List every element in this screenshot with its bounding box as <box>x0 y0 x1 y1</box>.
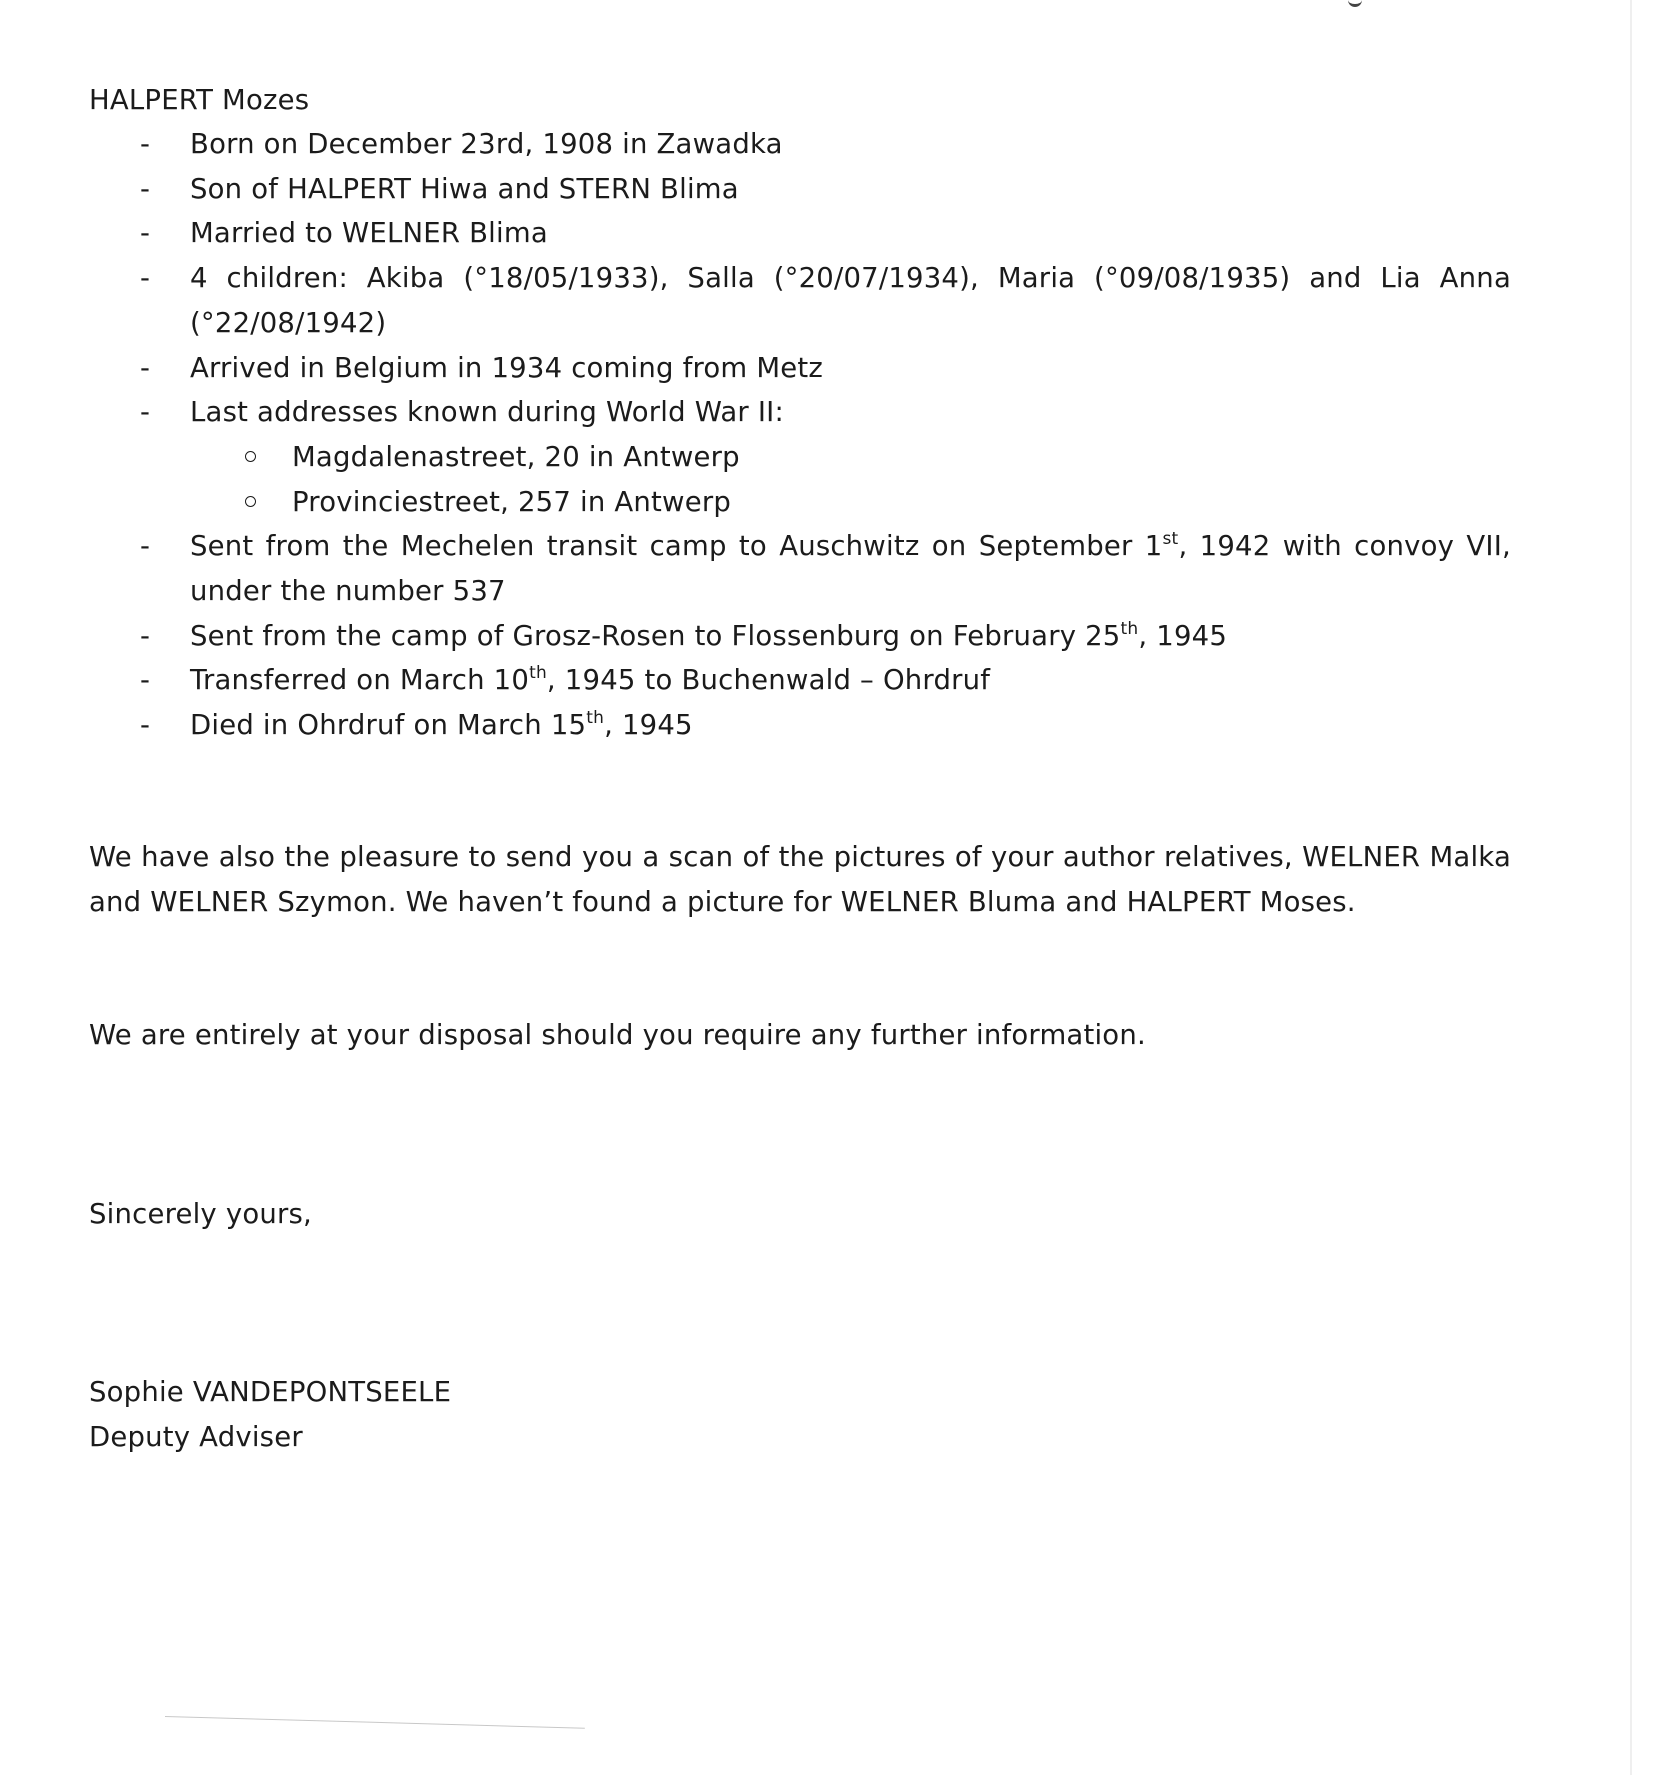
bullet-text-after: , 1945 <box>1138 619 1228 652</box>
bullet-text: Born on December 23rd, 1908 in Zawadka <box>190 128 783 160</box>
bullet-text-before: Sent from the camp of Grosz-Rosen to Flossenburg on February 25 <box>190 619 1121 652</box>
dash-bullet-icon: - <box>140 709 151 742</box>
list-item-addresses <box>89 390 1511 524</box>
ordinal-suffix: th <box>1120 618 1139 639</box>
sublist-item-address-2 <box>190 480 1511 525</box>
dash-bullet-icon: - <box>140 619 151 652</box>
circle-bullet-icon <box>245 496 256 507</box>
bullet-text-before: Sent from the Mechelen transit camp to Auschwitz on September 1 <box>190 530 1163 563</box>
closing-line: Sincerely yours, <box>89 1198 312 1230</box>
address-text: Provinciestreet, 257 in Antwerp <box>292 485 732 518</box>
bullet-text-after: , 1945 <box>604 709 693 742</box>
address-sublist <box>190 435 1511 524</box>
list-item-sent-grosz-rosen <box>89 614 1511 659</box>
scan-edge-line <box>1630 0 1632 1775</box>
bullet-text-after: , 1942 with convoy VII, under the number 537 <box>190 530 1511 608</box>
bullet-text: Last addresses known during World War II: <box>190 396 784 429</box>
list-item-sent-mechelen <box>89 524 1511 613</box>
list-item-died <box>89 703 1511 748</box>
bullet-text: 4 children: Akiba (°18/05/1933), Salla (°20/07/1934), Maria (°09/08/1935) and Lia Anna (°22/08/1942) <box>190 262 1511 339</box>
pictures-paragraph: We have also the pleasure to send you a scan of the pictures of your author relatives, WELNER Malka and WELNER Szymon. We haven’t found a picture for WELNER Bluma and HALPERT Moses. <box>89 841 1511 918</box>
biography-list <box>89 122 1511 748</box>
bullet-text-before: Transferred on March 10 <box>190 664 530 697</box>
list-item-arrived <box>89 346 1511 391</box>
bullet-text-after: , 1945 to Buchenwald – Ohrdruf <box>546 664 991 697</box>
dash-bullet-icon: - <box>140 396 151 429</box>
bullet-text: Son of HALPERT Hiwa and STERN Blima <box>190 172 739 205</box>
bullet-text: Arrived in Belgium in 1934 coming from Metz <box>190 351 824 384</box>
person-heading: HALPERT Mozes <box>89 84 310 116</box>
stray-scan-line <box>165 1716 585 1729</box>
dash-bullet-icon: - <box>140 172 151 205</box>
list-item-married <box>89 211 1511 256</box>
list-item-parents <box>89 167 1511 212</box>
address-text: Magdalenastreet, 20 in Antwerp <box>292 440 740 473</box>
dash-bullet-icon: - <box>140 262 151 295</box>
list-item-transferred <box>89 658 1511 703</box>
dash-bullet-icon: - <box>140 530 151 563</box>
dash-bullet-icon: - <box>140 217 151 250</box>
signature-name: Sophie VANDEPONTSEELE <box>89 1376 452 1408</box>
ordinal-suffix: th <box>529 663 547 684</box>
corner-mark-icon <box>1348 0 1362 7</box>
signature-title: Deputy Adviser <box>89 1421 303 1453</box>
sublist-item-address-1 <box>190 435 1511 480</box>
dash-bullet-icon: - <box>140 664 151 697</box>
dash-bullet-icon: - <box>140 351 151 384</box>
ordinal-suffix: st <box>1162 529 1179 550</box>
bullet-text: Married to WELNER Blima <box>190 217 548 250</box>
list-item-children <box>89 256 1511 345</box>
circle-bullet-icon <box>245 451 256 462</box>
ordinal-suffix: th <box>586 708 605 729</box>
bullet-text-before: Died in Ohrdruf on March 15 <box>190 709 587 742</box>
dash-bullet-icon: - <box>140 128 151 160</box>
list-item-born <box>89 122 1511 167</box>
disposal-paragraph: We are entirely at your disposal should you require any further information. <box>89 1019 1146 1051</box>
